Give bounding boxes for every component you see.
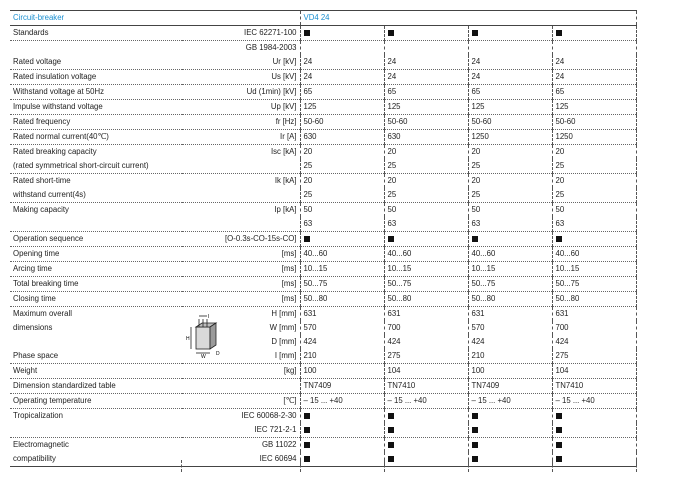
value-cell: 100 <box>300 364 384 379</box>
filled-square-icon <box>304 427 310 433</box>
filled-square-icon <box>472 413 478 419</box>
table-row <box>10 85 636 100</box>
check-mark <box>300 26 384 41</box>
value-cell: 40...60 <box>300 247 384 262</box>
check-mark <box>552 452 636 467</box>
value-cell: 424 <box>552 335 636 349</box>
check-mark <box>468 452 552 467</box>
value-cell: 24 <box>384 70 468 85</box>
filled-square-icon <box>388 413 394 419</box>
value-cell: TN7409 <box>300 379 384 394</box>
value-cell: 25 <box>552 159 636 174</box>
header-blank <box>182 11 300 26</box>
value-cell: 20 <box>552 174 636 189</box>
value-cell: 125 <box>552 100 636 115</box>
header-row <box>10 11 636 26</box>
value-cell: 50...80 <box>300 292 384 307</box>
value-cell: 25 <box>300 188 384 203</box>
row-label: Phase space <box>10 349 182 364</box>
filled-square-icon <box>472 30 478 36</box>
value-cell: 50-60 <box>300 115 384 130</box>
table-row <box>10 203 636 218</box>
value-cell: 125 <box>300 100 384 115</box>
table-row <box>10 292 636 307</box>
check-mark <box>468 438 552 453</box>
value-cell: 50-60 <box>468 115 552 130</box>
value-cell: 20 <box>468 145 552 160</box>
row-unit <box>182 217 300 232</box>
value-cell: 570 <box>300 321 384 335</box>
value-cell: TN7409 <box>468 379 552 394</box>
value-cell: 40...60 <box>468 247 552 262</box>
filled-square-icon <box>556 442 562 448</box>
check-mark <box>300 452 384 467</box>
row-unit: IEC 60694 <box>182 452 300 467</box>
table-row <box>10 379 636 394</box>
row-label: compatibility <box>10 452 182 467</box>
check-mark <box>384 409 468 424</box>
row-unit: [kg] <box>182 364 300 379</box>
value-cell: 24 <box>468 70 552 85</box>
table-row <box>10 100 636 115</box>
value-cell: 50...80 <box>468 292 552 307</box>
table-row <box>10 349 636 364</box>
check-mark <box>384 232 468 247</box>
row-label <box>10 335 182 349</box>
row-unit: IEC 721-2-1 <box>182 423 300 438</box>
filled-square-icon <box>304 413 310 419</box>
value-cell: – 15 ... +40 <box>384 394 468 409</box>
column-tail-4 <box>468 460 469 472</box>
filled-square-icon <box>472 456 478 462</box>
value-cell: 631 <box>468 307 552 322</box>
row-unit: I [mm] <box>182 349 300 364</box>
value-cell: 104 <box>384 364 468 379</box>
check-mark <box>300 423 384 438</box>
value-cell: 700 <box>552 321 636 335</box>
value-cell: 125 <box>468 100 552 115</box>
value-cell: 65 <box>300 85 384 100</box>
filled-square-icon <box>472 236 478 242</box>
value-cell: 25 <box>300 159 384 174</box>
row-label: dimensions <box>13 323 53 332</box>
value-cell: 50...75 <box>468 277 552 292</box>
value-cell: 10...15 <box>300 262 384 277</box>
table-row <box>10 145 636 160</box>
value-cell: 1250 <box>552 130 636 145</box>
value-cell: 20 <box>552 145 636 160</box>
value-cell: 50-60 <box>384 115 468 130</box>
filled-square-icon <box>388 236 394 242</box>
table-row <box>10 423 636 438</box>
check-mark <box>384 452 468 467</box>
row-unit: H [mm] <box>271 309 297 318</box>
row-unit: [ms] <box>182 277 300 292</box>
row-label: Making capacity <box>13 205 69 214</box>
value-cell: 50-60 <box>552 115 636 130</box>
row-unit <box>182 379 300 394</box>
filled-square-icon <box>388 456 394 462</box>
value-cell: TN7410 <box>384 379 468 394</box>
filled-square-icon <box>304 442 310 448</box>
table-row <box>10 41 636 56</box>
value-cell: 275 <box>384 349 468 364</box>
filled-square-icon <box>472 442 478 448</box>
table-row <box>10 188 636 203</box>
check-mark <box>468 409 552 424</box>
value-cell: 570 <box>468 321 552 335</box>
check-mark <box>300 438 384 453</box>
header-model: VD4 24 <box>300 11 636 26</box>
filled-square-icon <box>304 456 310 462</box>
row-label: Withstand voltage at 50Hz <box>10 85 182 100</box>
row-unit <box>182 159 300 174</box>
value-cell: 630 <box>384 130 468 145</box>
diagram-label-w: W <box>201 354 206 359</box>
value-cell: 24 <box>468 55 552 70</box>
row-label: Rated frequency <box>10 115 182 130</box>
check-mark <box>468 232 552 247</box>
value-cell: 65 <box>552 85 636 100</box>
value-cell: 25 <box>384 159 468 174</box>
value-cell: 424 <box>384 335 468 349</box>
value-cell: 40...60 <box>384 247 468 262</box>
value-cell: 25 <box>384 188 468 203</box>
column-tail-5 <box>552 460 553 472</box>
row-unit: IEC 62271-100 <box>182 26 300 41</box>
check-mark <box>552 409 636 424</box>
value-cell: 24 <box>384 55 468 70</box>
value-cell: 631 <box>384 307 468 322</box>
value-cell: 20 <box>384 174 468 189</box>
value-cell: 25 <box>552 188 636 203</box>
row-unit: [O-0.3s-CO-15s-CO] <box>182 232 300 247</box>
value-cell: 50...75 <box>552 277 636 292</box>
value-cell: 50 <box>384 203 468 218</box>
value-cell: 630 <box>300 130 384 145</box>
value-cell: 631 <box>300 307 384 322</box>
value-cell: 210 <box>300 349 384 364</box>
table-row <box>10 262 636 277</box>
value-cell: 65 <box>468 85 552 100</box>
value-cell: – 15 ... +40 <box>468 394 552 409</box>
value-cell: 20 <box>300 174 384 189</box>
filled-square-icon <box>472 427 478 433</box>
value-cell: – 15 ... +40 <box>300 394 384 409</box>
value-cell: 275 <box>552 349 636 364</box>
row-unit: GB 1984-2003 <box>245 43 297 52</box>
row-label: withstand current(4s) <box>10 188 182 203</box>
value-cell: 1250 <box>468 130 552 145</box>
row-label: Rated short-time <box>13 176 71 185</box>
row-unit: [℃] <box>182 394 300 409</box>
check-mark <box>552 232 636 247</box>
table-row <box>10 335 636 349</box>
row-label: Rated breaking capacity <box>13 147 97 156</box>
row-unit: D [mm] <box>271 337 297 346</box>
table-row <box>10 452 636 467</box>
row-label: Total breaking time <box>10 277 182 292</box>
check-mark <box>384 423 468 438</box>
row-unit: Ir [A] <box>182 130 300 145</box>
value-cell: 631 <box>552 307 636 322</box>
table-row <box>10 409 636 424</box>
table-row <box>10 26 636 41</box>
table-row <box>10 159 636 174</box>
check-mark <box>468 423 552 438</box>
value-cell: 125 <box>384 100 468 115</box>
table-row <box>10 277 636 292</box>
row-label: Impulse withstand voltage <box>10 100 182 115</box>
row-label: Tropicalization <box>13 411 63 420</box>
row-unit: Ud (1min) [kV] <box>182 85 300 100</box>
row-unit: GB 11022 <box>261 440 297 449</box>
column-tail-1 <box>181 460 182 472</box>
row-label <box>10 41 182 56</box>
row-unit: Ur [kV] <box>182 55 300 70</box>
row-label <box>10 217 182 232</box>
table-row <box>10 364 636 379</box>
row-unit: Ik [kA] <box>274 176 297 185</box>
value-cell: 10...15 <box>552 262 636 277</box>
row-unit: Us [kV] <box>182 70 300 85</box>
check-mark <box>300 232 384 247</box>
value-cell <box>300 41 384 56</box>
table-row <box>10 321 636 335</box>
column-tail-3 <box>384 460 385 472</box>
row-unit: Up [kV] <box>182 100 300 115</box>
value-cell: 104 <box>552 364 636 379</box>
row-label: Weight <box>10 364 182 379</box>
value-cell: 65 <box>384 85 468 100</box>
row-unit <box>182 188 300 203</box>
check-mark <box>300 409 384 424</box>
table-row <box>10 394 636 409</box>
row-unit: Ip [kA] <box>274 205 297 214</box>
value-cell: 63 <box>552 217 636 232</box>
check-mark <box>384 26 468 41</box>
value-cell: 24 <box>552 55 636 70</box>
value-cell: 424 <box>468 335 552 349</box>
row-unit: W [mm] <box>269 323 297 332</box>
row-label <box>10 423 182 438</box>
table-row <box>10 55 636 70</box>
row-unit: fr [Hz] <box>182 115 300 130</box>
row-unit: [ms] <box>182 292 300 307</box>
check-mark <box>552 438 636 453</box>
value-cell: 63 <box>384 217 468 232</box>
value-cell: 50 <box>468 203 552 218</box>
value-cell: 50...75 <box>300 277 384 292</box>
diagram-label-i: I <box>208 314 210 320</box>
value-cell: 24 <box>300 70 384 85</box>
filled-square-icon <box>556 456 562 462</box>
table-row <box>10 232 636 247</box>
table-row <box>10 115 636 130</box>
row-label: Rated voltage <box>10 55 182 70</box>
spec-table <box>10 10 637 467</box>
header-title: Circuit-breaker <box>10 11 182 26</box>
value-cell: 50...80 <box>384 292 468 307</box>
check-mark <box>552 26 636 41</box>
row-label: Arcing time <box>10 262 182 277</box>
value-cell: 100 <box>468 364 552 379</box>
value-cell: 700 <box>384 321 468 335</box>
value-cell: 424 <box>300 335 384 349</box>
filled-square-icon <box>304 236 310 242</box>
row-unit: IEC 60068-2-30 <box>241 411 297 420</box>
filled-square-icon <box>388 427 394 433</box>
value-cell: 24 <box>552 70 636 85</box>
value-cell: 25 <box>468 188 552 203</box>
row-unit: [ms] <box>182 247 300 262</box>
value-cell: 210 <box>468 349 552 364</box>
value-cell <box>552 41 636 56</box>
value-cell: 50 <box>552 203 636 218</box>
filled-square-icon <box>556 30 562 36</box>
value-cell: 25 <box>468 159 552 174</box>
column-tail-6 <box>636 460 637 472</box>
value-cell: – 15 ... +40 <box>552 394 636 409</box>
table-row <box>10 70 636 85</box>
value-cell: 20 <box>468 174 552 189</box>
row-label: Operating temperature <box>10 394 182 409</box>
value-cell: 50...75 <box>384 277 468 292</box>
filled-square-icon <box>556 413 562 419</box>
value-cell: 40...60 <box>552 247 636 262</box>
row-label: Electromagnetic <box>13 440 69 449</box>
row-label: Opening time <box>10 247 182 262</box>
value-cell: 10...15 <box>384 262 468 277</box>
value-cell: 50...80 <box>552 292 636 307</box>
row-label: Dimension standardized table <box>10 379 182 394</box>
column-tail-2 <box>300 460 301 472</box>
value-cell: 10...15 <box>468 262 552 277</box>
table-row <box>10 307 636 322</box>
row-unit: [ms] <box>182 262 300 277</box>
row-unit: Isc [kA] <box>270 147 297 156</box>
value-cell: 20 <box>384 145 468 160</box>
value-cell: 20 <box>300 145 384 160</box>
row-label: Maximum overall <box>13 309 72 318</box>
row-label: Operation sequence <box>10 232 182 247</box>
table-row <box>10 247 636 262</box>
check-mark <box>468 26 552 41</box>
row-label: Rated normal current(40℃) <box>10 130 182 145</box>
filled-square-icon <box>556 427 562 433</box>
filled-square-icon <box>556 236 562 242</box>
breaker-dimension-diagram <box>183 313 223 359</box>
row-label: (rated symmetrical short-circuit current) <box>10 159 182 174</box>
value-cell: 24 <box>300 55 384 70</box>
check-mark <box>384 438 468 453</box>
value-cell: 63 <box>300 217 384 232</box>
filled-square-icon <box>388 442 394 448</box>
filled-square-icon <box>304 30 310 36</box>
table-row <box>10 217 636 232</box>
diagram-label-d: D <box>216 351 220 357</box>
spec-table-container <box>10 10 636 467</box>
row-label: Closing time <box>10 292 182 307</box>
value-cell: 50 <box>300 203 384 218</box>
check-mark <box>552 423 636 438</box>
filled-square-icon <box>388 30 394 36</box>
row-label: Standards <box>10 26 182 41</box>
table-row <box>10 174 636 189</box>
row-label: Rated insulation voltage <box>10 70 182 85</box>
value-cell <box>468 41 552 56</box>
value-cell: TN7410 <box>552 379 636 394</box>
value-cell <box>384 41 468 56</box>
table-row <box>10 130 636 145</box>
table-row <box>10 438 636 453</box>
value-cell: 63 <box>468 217 552 232</box>
diagram-label-h: H <box>186 336 190 342</box>
